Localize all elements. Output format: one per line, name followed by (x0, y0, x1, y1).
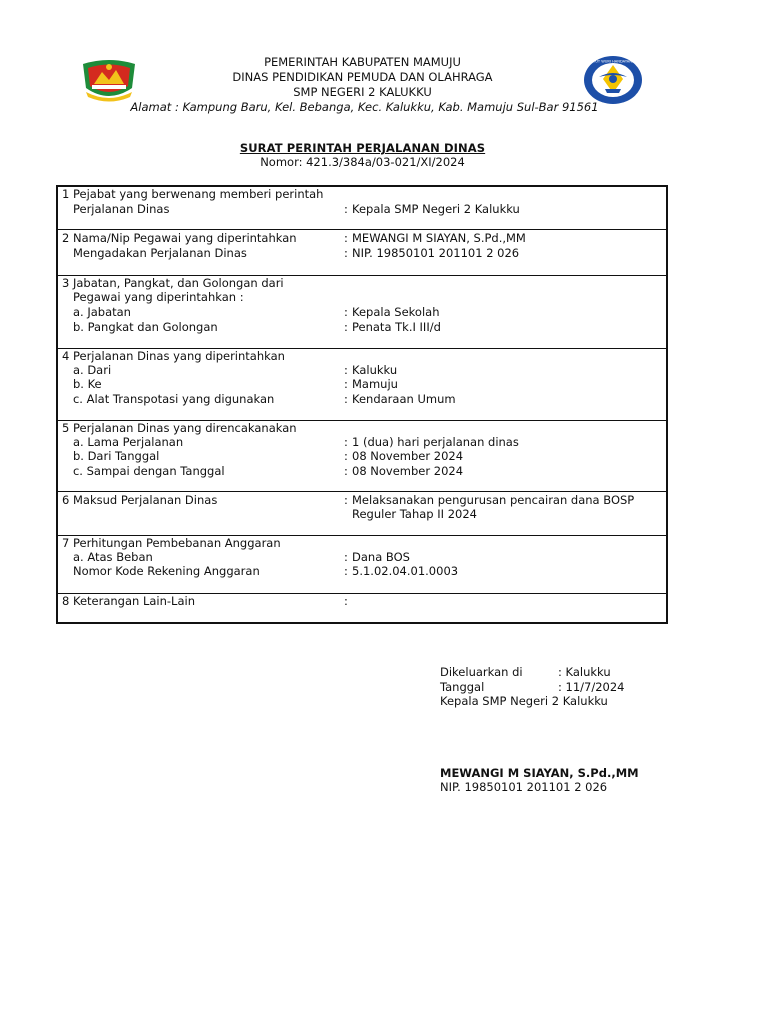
colon: : (344, 493, 348, 507)
row-7-label-3: Nomor Kode Rekening Anggaran (62, 564, 260, 578)
row-1-label-2: Perjalanan Dinas (62, 202, 170, 216)
colon: : (344, 550, 348, 564)
row-4-label-1: 4 Perjalanan Dinas yang diperintahkan (62, 349, 285, 363)
row-7-value-2: Dana BOS (352, 550, 410, 564)
row-4-value-4: Kendaraan Umum (352, 392, 456, 406)
table-row-7 (58, 536, 666, 594)
letterhead-line-2: DINAS PENDIDIKAN PEMUDA DAN OLAHRAGA (232, 70, 493, 84)
row-8-label-1: 8 Keterangan Lain-Lain (62, 594, 195, 608)
colon: : (344, 202, 348, 216)
colon: : (344, 305, 348, 319)
row-2-value-1: MEWANGI M SIAYAN, S.Pd.,MM (352, 231, 526, 245)
table-row-5 (58, 421, 666, 492)
colon: : (344, 435, 348, 449)
colon: : (344, 594, 348, 608)
colon: : (344, 464, 348, 478)
colon: : (344, 231, 348, 245)
letterhead-line-1: PEMERINTAH KABUPATEN MAMUJU (264, 55, 461, 69)
document-title-block (0, 141, 725, 170)
date-label: Tanggal (440, 680, 485, 694)
letterhead-address: Alamat : Kampung Baru, Kel. Bebanga, Kec. Kalukku, Kab. Mamuju Sul-Bar 91561 (130, 100, 599, 114)
letterhead-line-3: SMP NEGERI 2 KALUKKU (293, 85, 432, 99)
row-5-value-4: 08 November 2024 (352, 464, 464, 478)
table-row-4 (58, 349, 666, 421)
row-7-label-2: a. Atas Beban (62, 550, 153, 564)
row-6-value-2: Reguler Tahap II 2024 (352, 507, 477, 521)
colon: : (344, 392, 348, 406)
row-4-value-3: Mamuju (352, 377, 398, 391)
row-4-label-3: b. Ke (62, 377, 102, 391)
row-5-label-2: a. Lama Perjalanan (62, 435, 184, 449)
issued-at-label: Dikeluarkan di (440, 665, 523, 679)
colon: : (344, 564, 348, 578)
colon: : (344, 449, 348, 463)
row-1-value-2: Kepala SMP Negeri 2 Kalukku (352, 202, 520, 216)
table-row-2 (58, 230, 666, 276)
date-value: : 11/7/2024 (558, 680, 625, 694)
row-4-label-4: c. Alat Transpotasi yang digunakan (62, 392, 275, 406)
table-row-8 (58, 594, 666, 624)
row-3-value-4: Penata Tk.I III/d (352, 320, 441, 334)
row-3-value-3: Kepala Sekolah (352, 305, 440, 319)
row-3-label-2: Pegawai yang diperintahkan : (62, 290, 244, 304)
signer-name: MEWANGI M SIAYAN, S.Pd.,MM (440, 766, 639, 780)
colon: : (344, 377, 348, 391)
row-6-value-1: Melaksanakan pengurusan pencairan dana BOSP (352, 493, 635, 507)
document-number: Nomor: 421.3/384a/03-021/XI/2024 (260, 155, 465, 169)
row-2-label-1: 2 Nama/Nip Pegawai yang diperintahkan (62, 231, 297, 245)
row-4-value-2: Kalukku (352, 363, 398, 377)
row-5-label-4: c. Sampai dengan Tanggal (62, 464, 225, 478)
table-row-6 (58, 492, 666, 536)
row-3-label-3: a. Jabatan (62, 305, 131, 319)
row-3-label-4: b. Pangkat dan Golongan (62, 320, 218, 334)
signer-nip: NIP. 19850101 201101 2 026 (440, 780, 608, 794)
issued-at-value: : Kalukku (558, 665, 611, 679)
table-row-1 (58, 187, 666, 230)
row-2-value-2: NIP. 19850101 201101 2 026 (352, 246, 520, 260)
row-5-label-1: 5 Perjalanan Dinas yang direncakanakan (62, 421, 297, 435)
table-row-3 (58, 276, 666, 349)
row-1-label-1: 1 Pejabat yang berwenang memberi perintah (62, 187, 324, 201)
row-5-value-3: 08 November 2024 (352, 449, 464, 463)
signer-position: Kepala SMP Negeri 2 Kalukku (440, 694, 608, 708)
row-3-label-1: 3 Jabatan, Pangkat, dan Golongan dari (62, 276, 284, 290)
row-2-label-2: Mengadakan Perjalanan Dinas (62, 246, 247, 260)
colon: : (344, 363, 348, 377)
row-6-label-1: 6 Maksud Perjalanan Dinas (62, 493, 218, 507)
colon: : (344, 320, 348, 334)
row-7-label-1: 7 Perhitungan Pembebanan Anggaran (62, 536, 281, 550)
row-7-value-3: 5.1.02.04.01.0003 (352, 564, 459, 578)
row-5-label-3: b. Dari Tanggal (62, 449, 160, 463)
row-5-value-2: 1 (dua) hari perjalanan dinas (352, 435, 519, 449)
emblem-text: TUT WURI HANDAYANI (593, 59, 633, 64)
colon: : (344, 246, 348, 260)
document-title: SURAT PERINTAH PERJALANAN DINAS (239, 141, 486, 155)
row-4-label-2: a. Dari (62, 363, 112, 377)
sppd-table (56, 185, 668, 624)
letterhead (0, 55, 725, 115)
